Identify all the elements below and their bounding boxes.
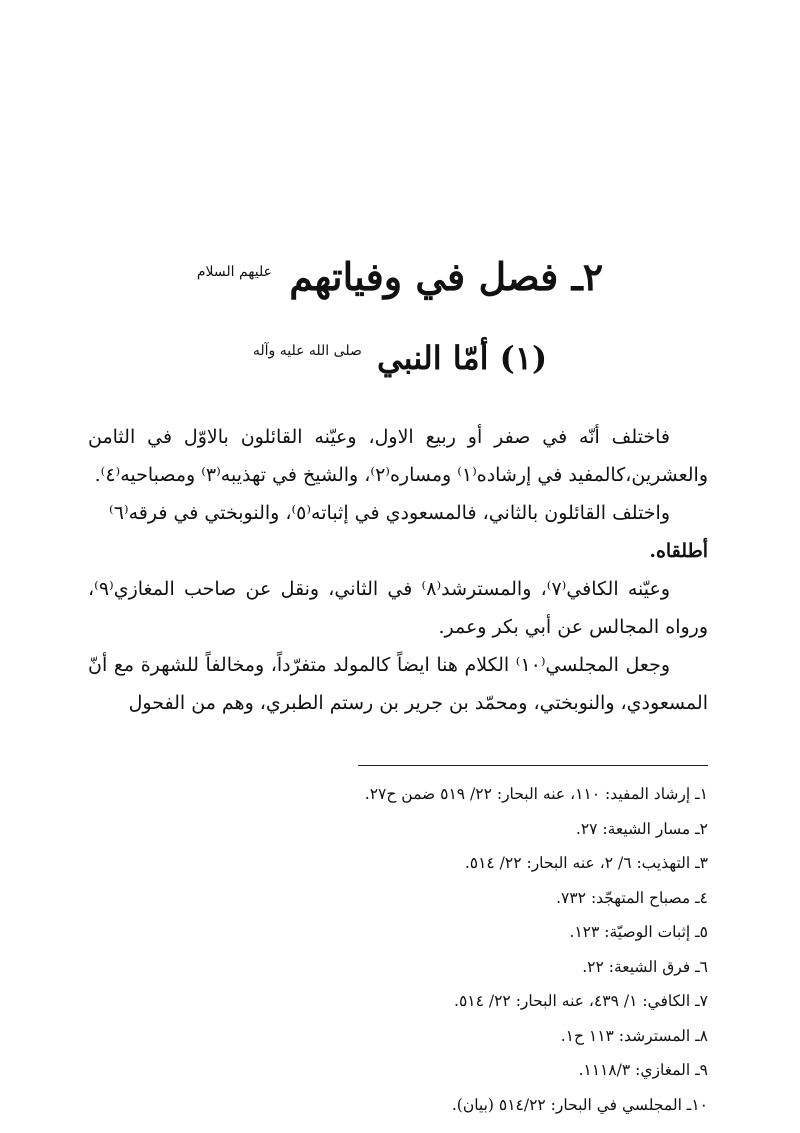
paragraph-4: وجعل المجلسي⁽١٠⁾ الكلام هنا ايضاً كالمولد متفرّداً، ومخالفاً للشهرة مع أنّ المسعودي، والنوبختي، ومحمّد بن جرير بن رستم الطبري، وهم من الفحول — [88, 654, 708, 714]
footnote-9: ٩ـ المغازي: ١١١٨/٣. — [578, 1061, 708, 1079]
paragraph-2-end: أطلقاه. — [649, 540, 708, 562]
chapter-title-text: ٢ـ فصل في وفياتهم — [289, 254, 604, 299]
paragraph-1: فاختلف أنّه في صفر أو ربيع الاول، وعيّنه القائلون بالاوّل في الثامن والعشرين،كالمفيد في إرشاده⁽١⁾ ومساره⁽٢⁾، والشيخ في تهذيبه⁽٣⁾ ومصباحيه⁽٤⁾. — [88, 426, 708, 486]
section-title-text: (١) أمّا النبي — [376, 339, 548, 377]
section-title — [0, 326, 800, 383]
footnote-10: ١٠ـ المجلسي في البحار: ٥١٤/٢٢ (بيان). — [451, 1095, 708, 1114]
footnote-3: ٣ـ التهذيب: ٦/ ٢، عنه البحار: ٢٢/ ٥١٤. — [464, 854, 708, 872]
footnote-5: ٥ـ إثبات الوصيّة: ١٢٣. — [569, 923, 708, 941]
body-text — [88, 418, 708, 722]
section-honorific: صلى الله عليه وآله — [252, 343, 362, 359]
footnote-divider — [358, 765, 708, 766]
paragraph-3: وعيّنه الكافي⁽٧⁾، والمسترشد⁽٨⁾ في الثاني، ونقل عن صاحب المغازي⁽٩⁾، ورواه المجالس عن أبي بكر وعمر. — [88, 578, 708, 638]
footnote-7: ٧ـ الكافي: ١/ ٤٣٩، عنه البحار: ٢٢/ ٥١٤. — [454, 992, 708, 1010]
footnote-1: ١ـ إرشاد المفيد: ١١٠، عنه البحار: ٢٢/ ٥١٩ ضمن ح٢٧. — [364, 785, 708, 803]
paragraph-2: واختلف القائلون بالثاني، فالمسعودي في إثباته⁽٥⁾، والنوبختي في فرقه⁽٦⁾ — [109, 502, 670, 524]
chapter-honorific: عليهم السلام — [196, 264, 272, 280]
footnote-2: ٢ـ مسار الشيعة: ٢٧. — [575, 819, 708, 838]
footnote-6: ٦ـ فرق الشيعة: ٢٢. — [582, 957, 708, 976]
footnote-8: ٨ـ المسترشد: ١١٣ ح١. — [560, 1026, 708, 1045]
footnotes-list — [148, 777, 708, 1122]
footnote-4: ٤ـ مصباح المتهجّد: ٧٣٢. — [556, 888, 708, 907]
chapter-title — [0, 244, 800, 305]
